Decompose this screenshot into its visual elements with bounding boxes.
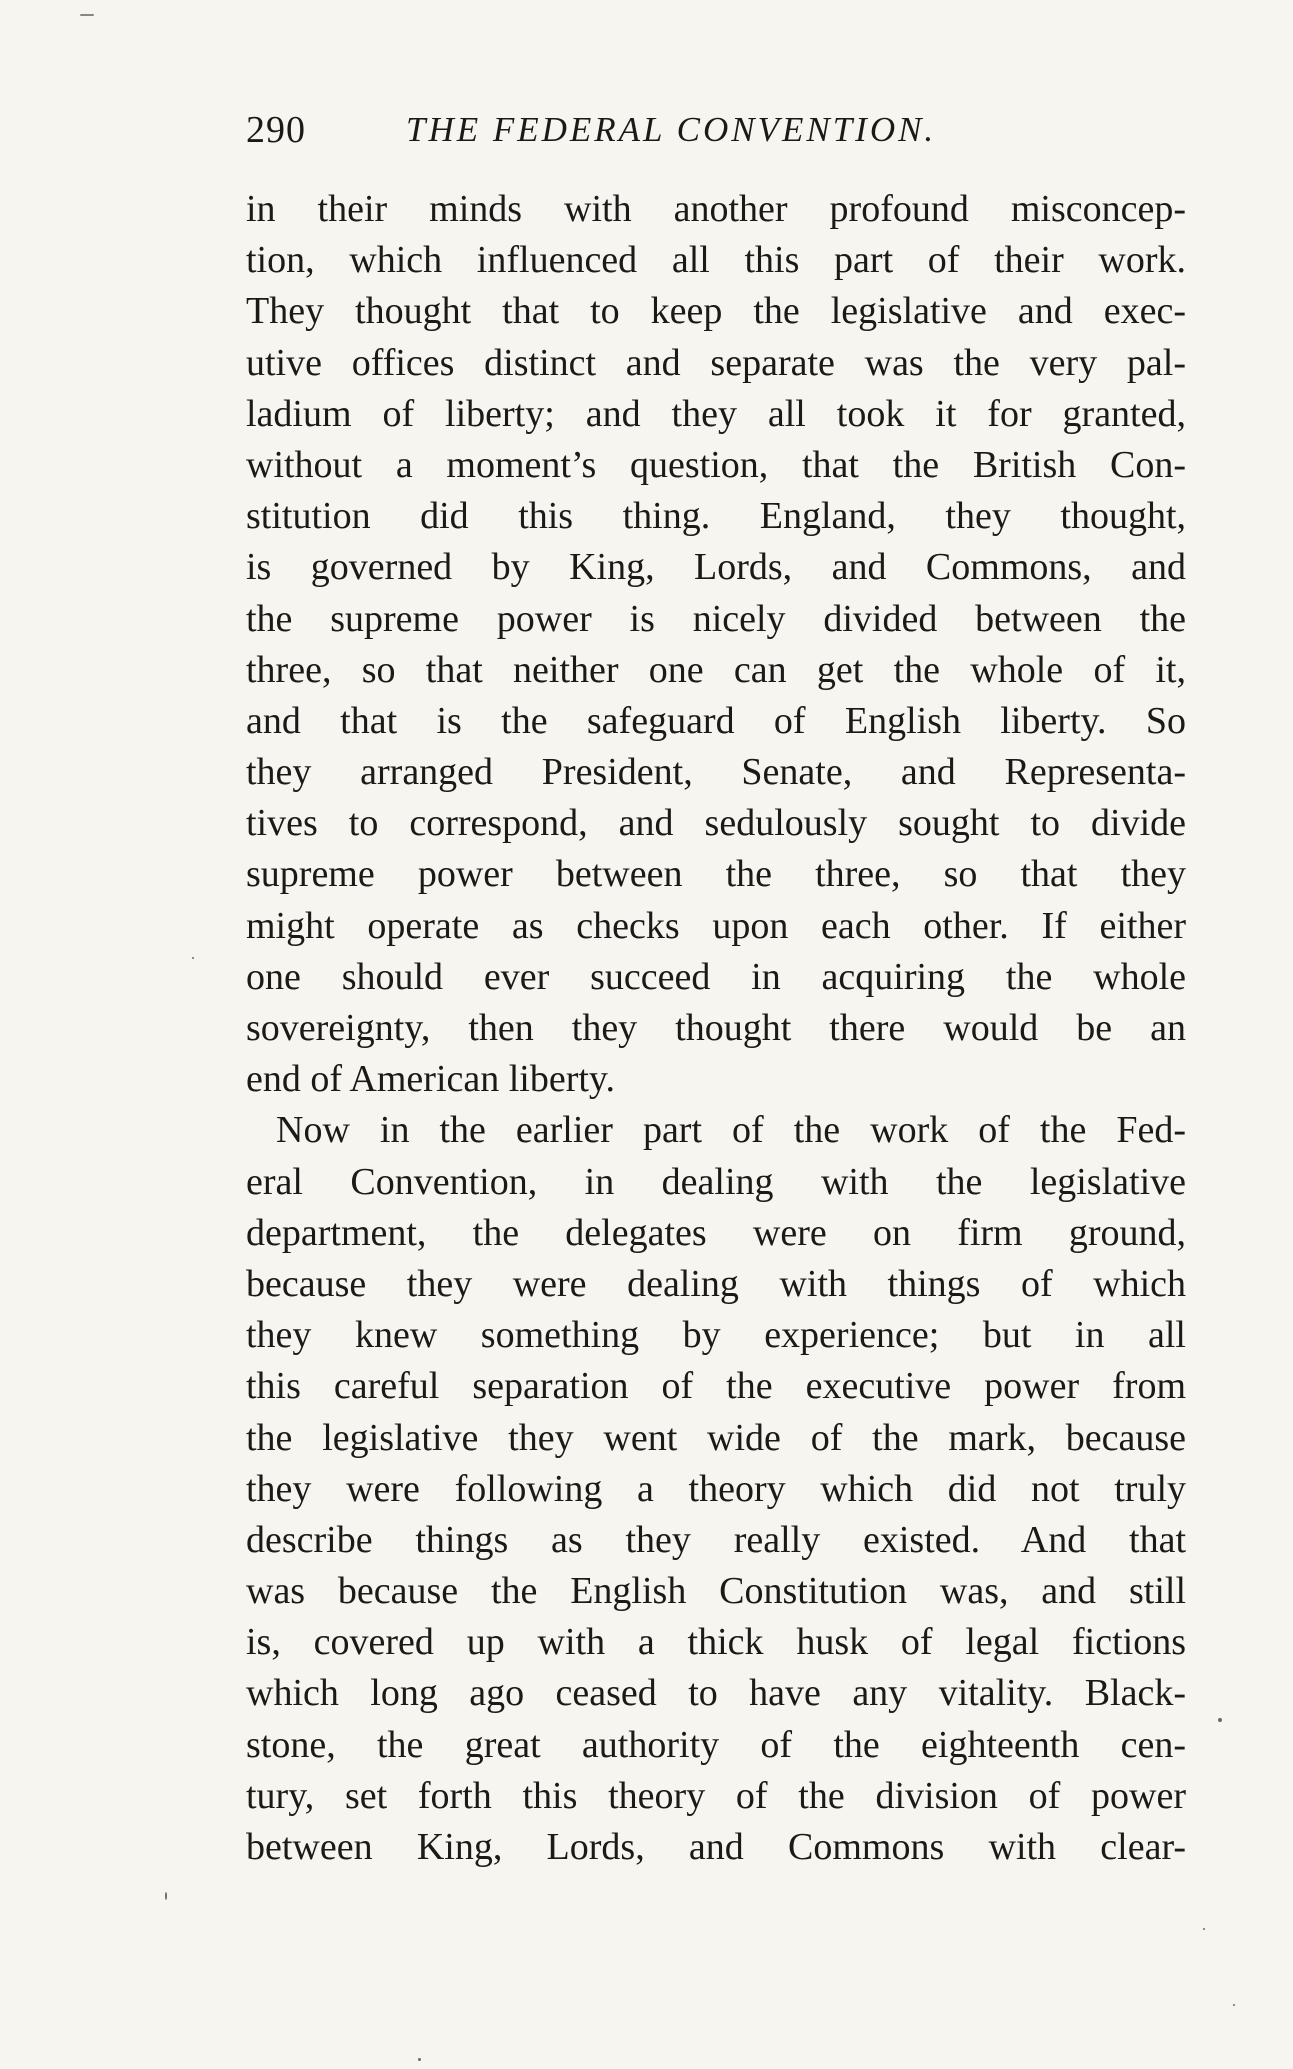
text-line: they arranged President, Senate, and Representa- [246,751,1186,794]
text-line: they were following a theory which did not truly [246,1467,1186,1510]
paper-speck [1233,2004,1235,2006]
paper-speck [418,2058,421,2061]
text-line: Now in the earlier part of the work of the Fed- [276,1109,1186,1152]
text-line: tury, set forth this theory of the division of power [246,1774,1186,1817]
text-line: utive offices distinct and separate was the very pal- [246,341,1186,384]
text-line: describe things as they really existed. And that [246,1518,1186,1561]
text-line: because they were dealing with things of which [246,1262,1186,1305]
text-line: this careful separation of the executive power from [246,1365,1186,1408]
text-line: was because the English Constitution was, and still [246,1570,1186,1613]
text-line: tion, which influenced all this part of their work. [246,239,1186,282]
text-line: might operate as checks upon each other. If either [246,904,1186,947]
text-line: without a moment’s question, that the British Con- [246,443,1186,486]
text-line: they knew something by experience; but in all [246,1314,1186,1357]
body-text [246,184,1186,1873]
text-line: is, covered up with a thick husk of legal fictions [246,1621,1186,1664]
text-line: which long ago ceased to have any vitality. Black- [246,1672,1186,1715]
text-line: stone, the great authority of the eighteenth cen- [246,1723,1186,1766]
page-number: 290 [246,109,306,151]
paragraph-1 [246,184,1186,1105]
text-line: is governed by King, Lords, and Commons, and [246,546,1186,589]
paper-speck [192,957,194,959]
text-line: department, the delegates were on firm ground, [246,1211,1186,1254]
text-line: and that is the safeguard of English liberty. So [246,699,1186,742]
text-line: between King, Lords, and Commons with clear- [246,1826,1186,1868]
page-header [246,104,1196,156]
paper-speck [1203,1928,1205,1930]
paper-speck [80,14,94,16]
text-line: one should ever succeed in acquiring the whole [246,955,1186,998]
text-line: supreme power between the three, so that they [246,853,1186,896]
text-line: sovereignty, then they thought there would be an [246,1007,1186,1049]
text-line: the legislative they went wide of the mark, because [246,1416,1186,1459]
text-line: ladium of liberty; and they all took it for granted, [246,392,1186,435]
running-head: THE FEDERAL CONVENTION. [406,110,937,149]
text-line: in their minds with another profound misconcep- [246,188,1186,230]
paper-speck [1218,1718,1222,1722]
text-line: the supreme power is nicely divided between the [246,597,1186,640]
text-line: end of American liberty. [246,1058,615,1101]
paragraph-2 [246,1105,1186,1873]
text-line: eral Convention, in dealing with the legislative [246,1160,1186,1203]
text-line: three, so that neither one can get the whole of it, [246,648,1186,691]
text-line: tives to correspond, and sedulously sought to divide [246,802,1186,845]
text-line: stitution did this thing. England, they thought, [246,495,1186,538]
paper-speck [165,1892,167,1900]
text-line: They thought that to keep the legislative and exec- [246,290,1186,333]
